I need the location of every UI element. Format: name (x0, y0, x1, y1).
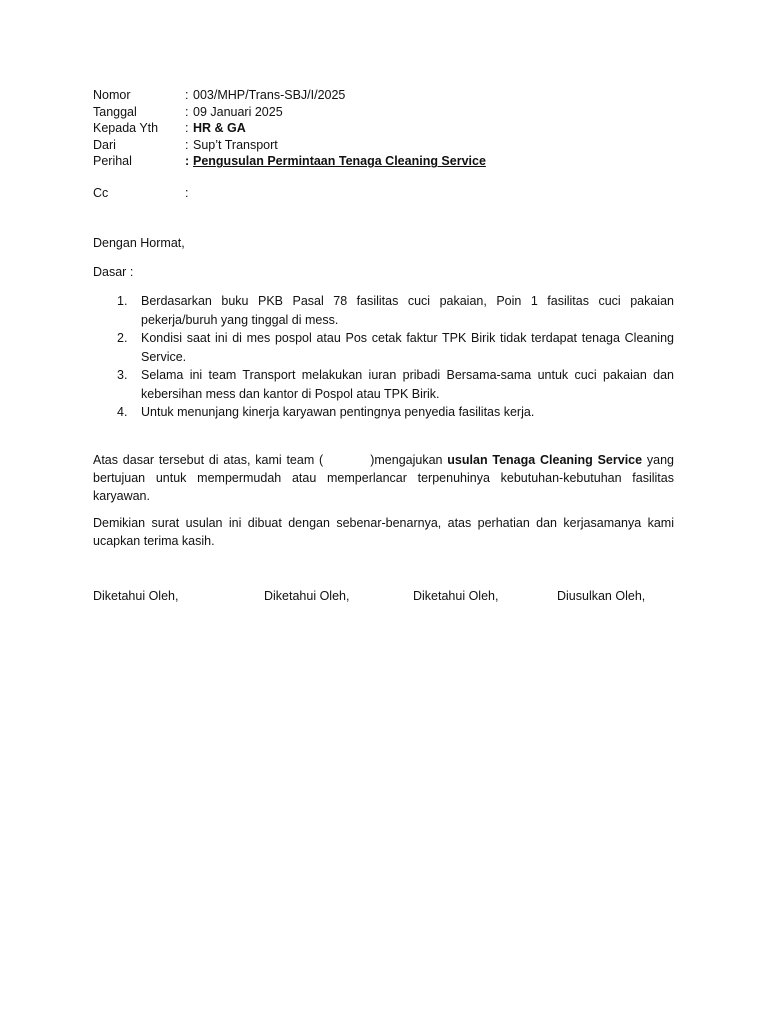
list-item (93, 292, 674, 329)
cc-row (93, 185, 193, 202)
header-separator: : (185, 88, 189, 102)
header-value: Sup’t Transport (193, 137, 278, 152)
signature-block-4: Diusulkan Oleh, (557, 589, 646, 603)
header-value: 09 Januari 2025 (193, 104, 283, 119)
proposal-paragraph (93, 451, 674, 505)
salutation: Dengan Hormat, (93, 236, 185, 250)
header-label: Kepada Yth (93, 121, 159, 136)
header-value: HR & GA (193, 121, 246, 136)
list-number: 2. (117, 331, 128, 345)
header-row-dari (93, 137, 486, 154)
list-number: 4. (117, 405, 128, 419)
header-separator: : (185, 104, 189, 119)
list-text: Untuk menunjang kinerja karyawan pentingnya penyedia fasilitas kerja. (141, 405, 535, 419)
signature-block-1: Diketahui Oleh, (93, 589, 179, 603)
header-row-nomor (93, 87, 486, 104)
header-label: Perihal (93, 154, 132, 169)
dasar-list (93, 292, 674, 422)
header-label: Dari (93, 137, 116, 152)
list-item (93, 403, 674, 422)
letter-header (93, 87, 486, 170)
cc-separator: : (185, 186, 189, 200)
list-text: Selama ini team Transport melakukan iuran pribadi Bersama-sama untuk cuci pakaian dan kebersihan mess dan kantor di Pospol atau TPK Birik. (141, 368, 674, 401)
header-separator: : (185, 121, 189, 136)
proposal-text-c: yang bertujuan untuk mempermudah atau memperlancar terpenuhinya kebutuhan-kebutuhan fasilitas karyawan. (93, 453, 674, 503)
header-label: Nomor (93, 88, 131, 102)
header-label: Tanggal (93, 104, 137, 119)
header-row-tanggal (93, 104, 486, 121)
signature-block-2: Diketahui Oleh, (264, 589, 350, 603)
header-value: 003/MHP/Trans-SBJ/I/2025 (193, 88, 346, 102)
list-item (93, 366, 674, 403)
list-text: Kondisi saat ini di mes pospol atau Pos cetak faktur TPK Birik tidak terdapat tenaga Cleaning Service. (141, 331, 674, 364)
subject-value: Pengusulan Permintaan Tenaga Cleaning Service (193, 154, 486, 169)
proposal-text-bold: usulan Tenaga Cleaning Service (447, 453, 643, 467)
header-row-kepada (93, 120, 486, 137)
header-separator: : (185, 154, 190, 169)
list-item (93, 329, 674, 366)
list-number: 3. (117, 368, 128, 382)
list-text: Berdasarkan buku PKB Pasal 78 fasilitas cuci pakaian, Poin 1 fasilitas cuci pakaian pekerja/buruh yang tinggal di mess. (141, 294, 674, 327)
proposal-text-b: )mengajukan (370, 453, 448, 467)
list-number: 1. (117, 294, 128, 308)
proposal-text-a: Atas dasar tersebut di atas, kami team ( (93, 453, 324, 467)
header-row-perihal (93, 153, 486, 170)
cc-label: Cc (93, 186, 109, 200)
closing-paragraph: Demikian surat usulan ini dibuat dengan sebenar-benarnya, atas perhatian dan kerjasamanya kami ucapkan terima kasih. (93, 516, 674, 548)
signature-block-3: Diketahui Oleh, (413, 589, 499, 603)
dasar-heading: Dasar : (93, 265, 134, 279)
header-separator: : (185, 137, 189, 152)
